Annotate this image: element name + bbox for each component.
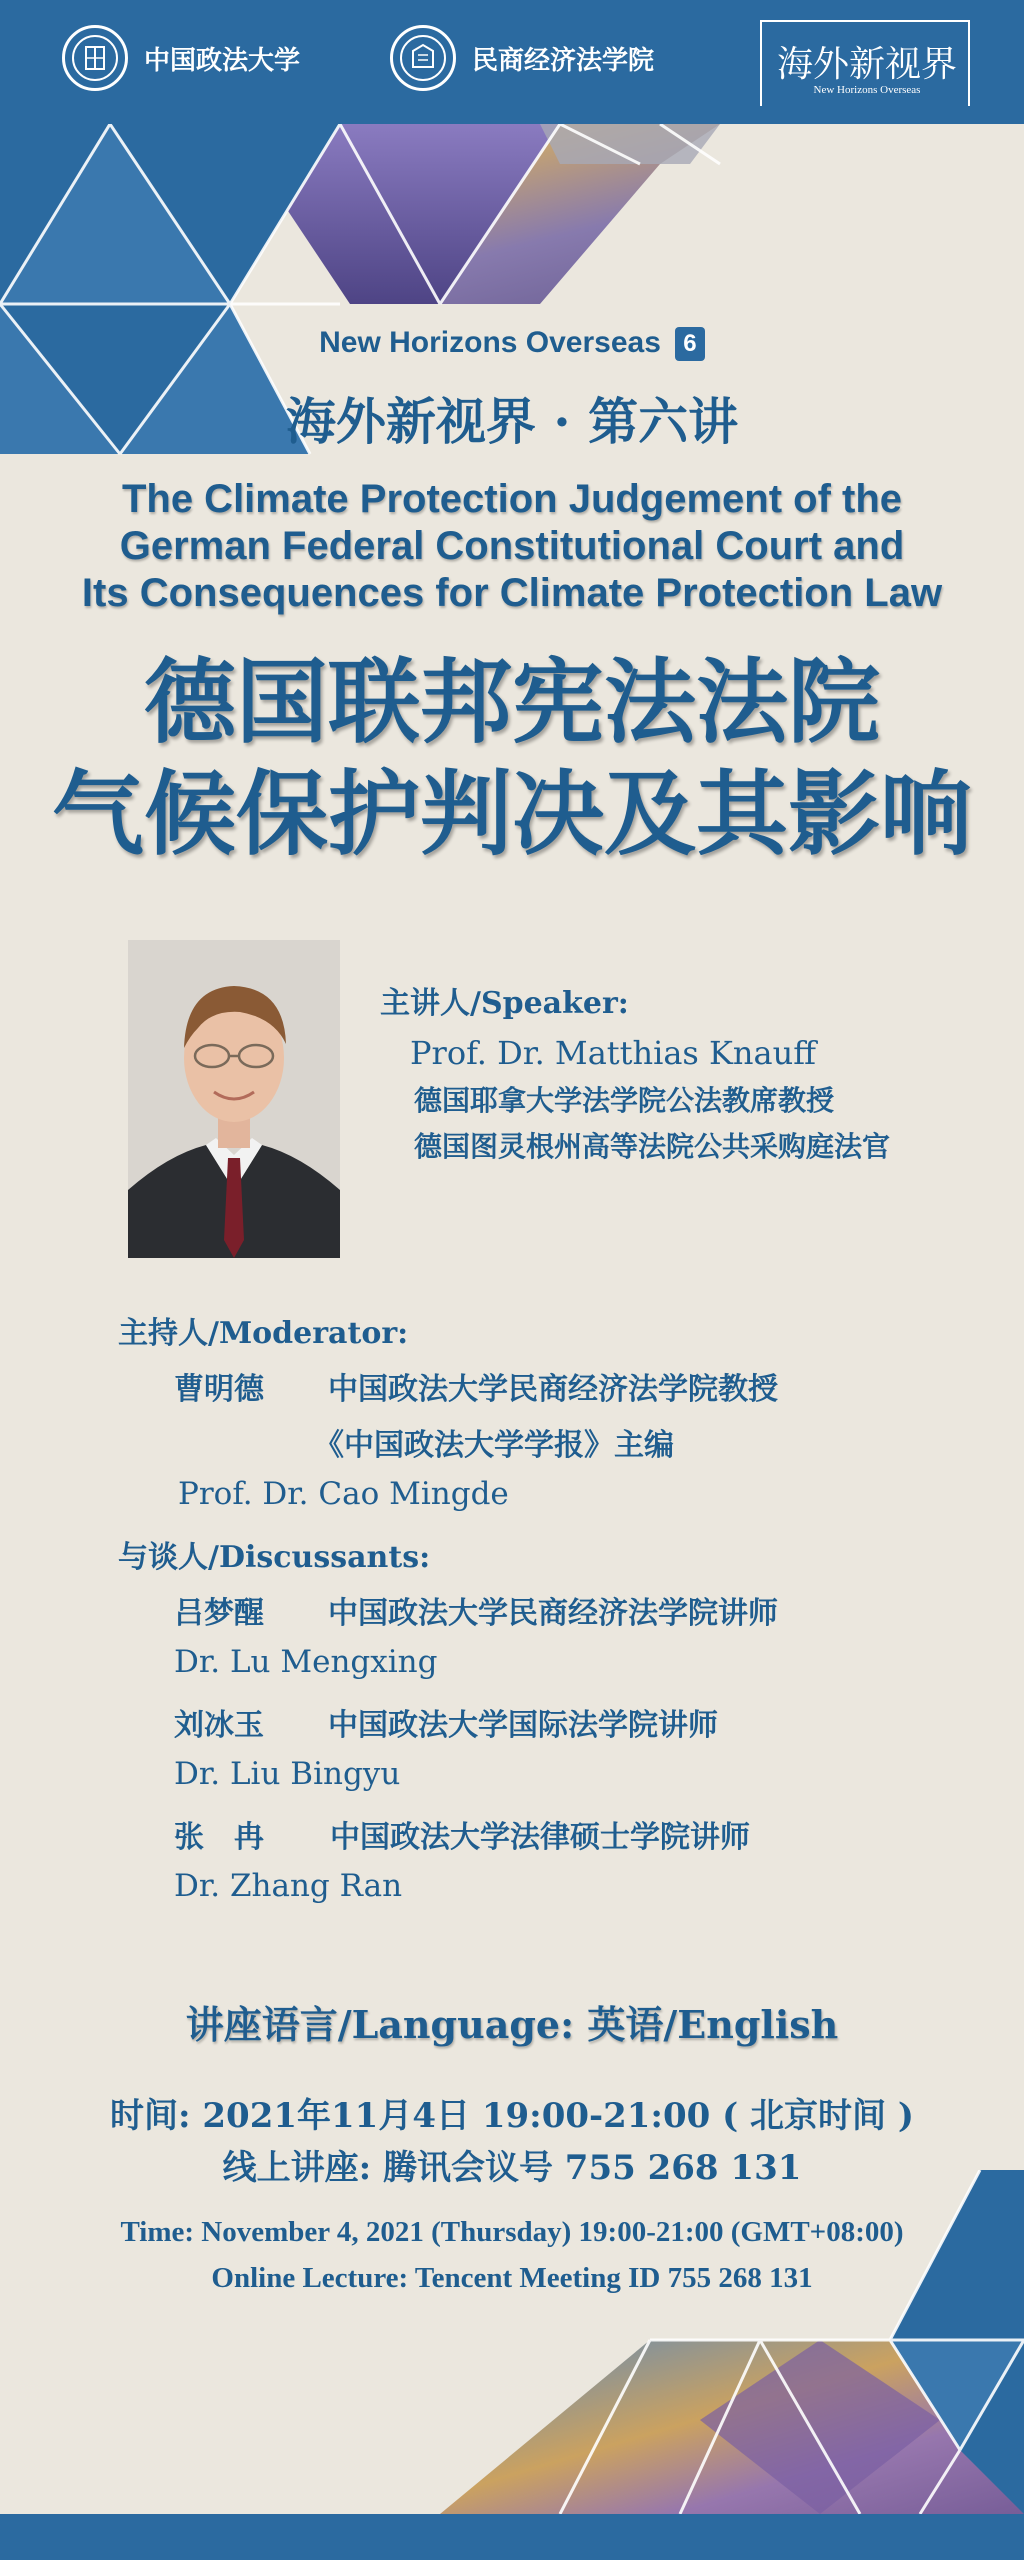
moderator-name-en: Prof. Dr. Cao Mingde (178, 1476, 509, 1512)
discussant-name-en: Dr. Zhang Ran (174, 1868, 403, 1904)
speaker-label: 主讲人/Speaker: (380, 986, 629, 1021)
brand-sub-text: New Horizons Overseas (813, 84, 921, 96)
discussant-affiliation: 中国政法大学法律硕士学院讲师 (330, 1820, 750, 1855)
series-heading-en (0, 326, 1024, 361)
series-heading-cn: 海外新视界 · 第六讲 (285, 392, 739, 451)
moderator-row (118, 1476, 998, 1532)
title-cn-line: 德国联邦宪法法院 (143, 648, 880, 756)
discussant-name-cn: 刘冰玉 (174, 1708, 264, 1743)
footer-bar (0, 2514, 1024, 2560)
online-meeting-en: Online Lecture: Tencent Meeting ID 755 268 131 (211, 2262, 813, 2294)
moderator-row (118, 1420, 998, 1476)
speaker-photo (128, 940, 340, 1258)
university-logo (62, 24, 300, 92)
speaker-info (380, 978, 1000, 1170)
school-seal-icon (390, 25, 456, 91)
university-seal-icon (62, 25, 128, 91)
discussant-affiliation: 中国政法大学国际法学院讲师 (328, 1708, 718, 1743)
moderator-name-cn: 曹明德 (174, 1372, 264, 1407)
event-time-cn: 时间: 2021年11月4日 19:00-21:00 ( 北京时间 ) (110, 2096, 914, 2136)
speaker-title: 德国图灵根州高等法院公共采购庭法官 (414, 1130, 891, 1163)
discussant-row (118, 1812, 998, 1868)
title-en (0, 476, 1024, 617)
participants-section (118, 1308, 998, 1924)
lecture-language: 讲座语言/Language: 英语/English (185, 2002, 839, 2047)
discussant-row (118, 1868, 998, 1924)
school-logo (390, 24, 654, 92)
discussants-label: 与谈人/Discussants: (118, 1540, 431, 1575)
header-bar (0, 0, 1024, 124)
title-cn (0, 646, 1024, 870)
series-en-text: New Horizons Overseas (319, 326, 661, 359)
discussant-row (118, 1700, 998, 1756)
title-en-line: German Federal Constitutional Court and (119, 524, 905, 568)
discussant-name-cn: 张 冉 (174, 1820, 264, 1855)
moderator-row (118, 1364, 998, 1420)
discussant-name-cn: 吕梦醒 (174, 1596, 264, 1631)
discussant-row (118, 1756, 998, 1812)
discussant-name-en: Dr. Liu Bingyu (174, 1756, 401, 1792)
title-en-line: The Climate Protection Judgement of the (121, 477, 903, 521)
university-name: 中国政法大学 (144, 45, 301, 76)
discussant-row (118, 1588, 998, 1644)
brand-main-text: 海外新视界 (776, 44, 957, 85)
title-cn-line: 气候保护判决及其影响 (51, 760, 972, 868)
title-en-line: Its Consequences for Climate Protection Law (81, 571, 943, 615)
moderator-affiliation: 中国政法大学民商经济法学院教授 (328, 1372, 778, 1407)
speaker-title: 德国耶拿大学法学院公法教席教授 (414, 1084, 835, 1117)
discussant-row (118, 1644, 998, 1700)
series-number-badge: 6 (675, 327, 705, 361)
moderator-label: 主持人/Moderator: (118, 1316, 409, 1351)
speaker-name: Prof. Dr. Matthias Knauff (410, 1034, 816, 1072)
online-meeting-cn: 线上讲座: 腾讯会议号 755 268 131 (222, 2148, 802, 2188)
discussant-affiliation: 中国政法大学民商经济法学院讲师 (328, 1596, 778, 1631)
brand-logo (760, 20, 970, 106)
discussant-name-en: Dr. Lu Mengxing (174, 1644, 438, 1680)
event-time-en: Time: November 4, 2021 (Thursday) 19:00-21:00 (GMT+08:00) (120, 2216, 904, 2248)
school-name: 民商经济法学院 (472, 45, 655, 76)
moderator-affiliation: 《中国政法大学学报》主编 (314, 1428, 674, 1463)
